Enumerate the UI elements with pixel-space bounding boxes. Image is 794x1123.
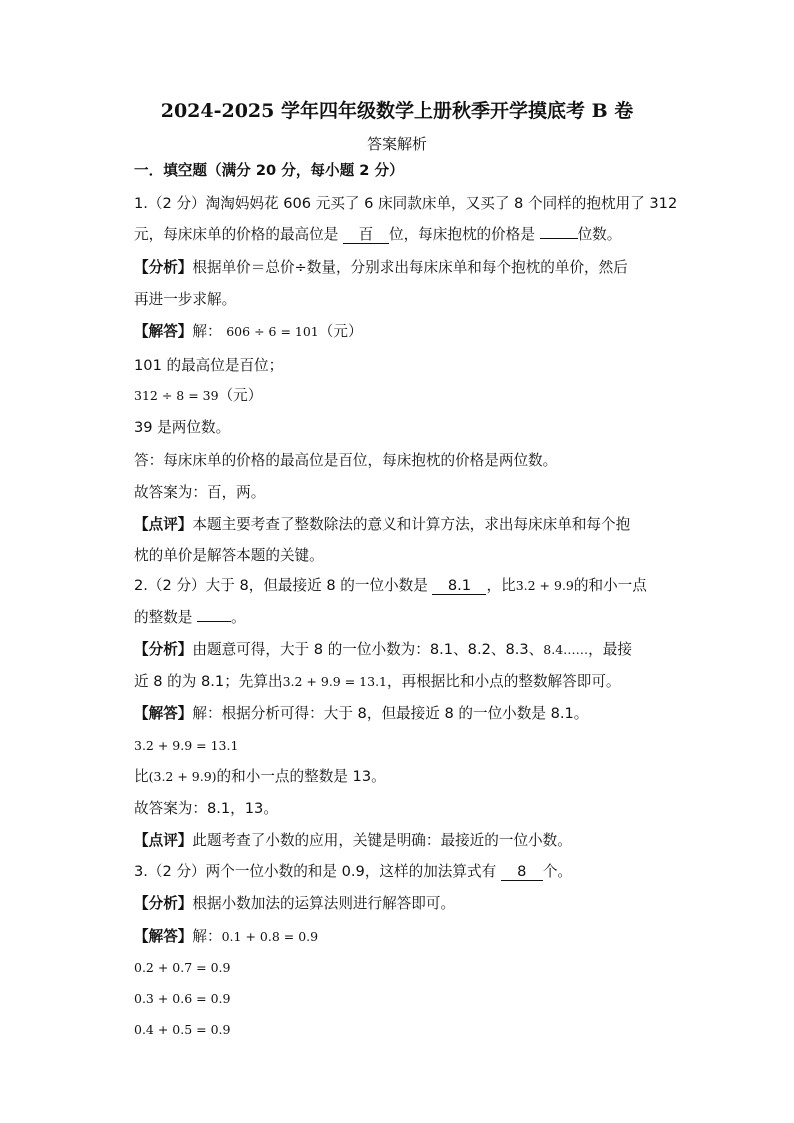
- q2-answer-line4: 故答案为：8.1，13。: [134, 800, 278, 817]
- q3-answer-line2: [134, 958, 230, 978]
- analysis-tag: 【分析】: [134, 259, 193, 276]
- q1-analysis-line1: [134, 258, 628, 278]
- q1-answer-line4: 39 是两位数。: [134, 419, 231, 436]
- analysis-tag: 【分析】: [134, 641, 193, 658]
- q1-answer-line5: 答：每床床单的价格的最高位是百位，每床抱枕的价格是两位数。: [134, 452, 558, 469]
- q3-answer-line1: [134, 927, 318, 947]
- q1-text-line1: 1.（2 分）淘淘妈妈花 606 元买了 6 床同款床单，又买了 8 个同样的抱枕用了 312: [134, 195, 678, 212]
- q3-answer-line3: [134, 989, 230, 1009]
- q2-text-part: 2.（2 分）大于 8，但最接近 8 的一位小数是: [134, 577, 428, 594]
- q2-analysis-line1: [134, 640, 632, 660]
- document-subtitle: 答案解析: [366, 135, 427, 153]
- q3-text-part: 3.（2 分）两个一位小数的和是 0.9，这样的加法算式有: [134, 863, 497, 880]
- q3-answer-blank-1: 8: [501, 863, 543, 881]
- formula: 312 ÷ 8 = 39: [134, 388, 219, 403]
- formula: 0.3 + 0.6 = 0.9: [134, 991, 231, 1006]
- answer-tag: 【解答】: [134, 928, 193, 945]
- q1-comment-line1: [134, 515, 630, 535]
- q2-answer-line3: [134, 767, 386, 787]
- q1-answer-blank-1: 百: [343, 226, 389, 244]
- answer-tag: 【解答】: [134, 323, 193, 340]
- formula: 8.4……: [543, 642, 589, 657]
- document-title: 2024-2025 学年四年级数学上册秋季开学摸底考 B 卷: [160, 100, 634, 122]
- section-heading: 一．填空题（满分 20 分，每小题 2 分）: [134, 162, 404, 179]
- q1-answer-blank-2: [540, 238, 578, 239]
- q3-analysis-line1: [134, 894, 455, 914]
- formula: 3.2 + 9.9 = 13.1: [282, 674, 388, 689]
- comment-tag: 【点评】: [134, 832, 193, 849]
- formula: 0.1 + 0.8 = 0.9: [221, 929, 319, 944]
- formula: 606 ÷ 6 = 101: [226, 324, 319, 339]
- analysis-tag: 【分析】: [134, 895, 193, 912]
- q1-text-part: 元，每床床单的价格的最高位是: [134, 226, 339, 243]
- unit: （元）: [218, 387, 263, 404]
- q2-answer-blank-1: 8.1: [432, 577, 486, 595]
- q2-text-part: 。: [231, 609, 246, 626]
- analysis-text: 根据单价＝总价÷数量，分别求出每床床单和每个抱枕的单价，然后: [192, 259, 628, 276]
- answer-text: 解：根据分析可得：大于 8，但最接近 8 的一位小数是 8.1。: [192, 705, 589, 722]
- q2-analysis-line2: [134, 672, 621, 692]
- comment-text: 此题考查了小数的应用，关键是明确：最接近的一位小数。: [192, 832, 572, 849]
- q1-text-part: 位，每床抱枕的价格是: [388, 226, 535, 243]
- q3-text-part: 个。: [542, 863, 573, 880]
- answer-text: 比: [134, 768, 149, 785]
- q1-analysis-line2: 再进一步求解。: [134, 291, 237, 308]
- q2-answer-line1: [134, 704, 588, 724]
- q2-answer-blank-2: [197, 621, 231, 622]
- answer-text: 解：: [192, 323, 222, 340]
- q1-comment-line2: 枕的单价是解答本题的关键。: [134, 547, 324, 564]
- formula: 0.2 + 0.7 = 0.9: [134, 960, 231, 975]
- analysis-text: ，再根据比和小点的整数解答即可。: [387, 673, 621, 690]
- q1-text-line2: [134, 225, 621, 245]
- analysis-text: 近 8 的为 8.1；先算出: [134, 673, 283, 690]
- q2-comment-line1: [134, 831, 572, 851]
- analysis-text: 根据小数加法的运算法则进行解答即可。: [192, 895, 456, 912]
- q2-text-line2: [134, 608, 246, 628]
- q2-answer-line2: [134, 736, 238, 756]
- q3-text-line1: [134, 862, 572, 882]
- unit: （元）: [318, 323, 363, 340]
- q2-text-part: 的整数是: [134, 609, 193, 626]
- analysis-text: ，最接: [588, 641, 632, 658]
- q1-answer-line3: [134, 386, 262, 406]
- q2-text-line1: [134, 576, 647, 596]
- q1-answer-line2: 101 的最高位是百位；: [134, 357, 284, 374]
- q1-answer-line6: 故答案为：百，两。: [134, 484, 266, 501]
- formula: 3.2 + 9.9 = 13.1: [134, 738, 239, 753]
- formula: 3.2 + 9.9: [515, 578, 574, 593]
- answer-text: 的和小一点的整数是 13。: [216, 768, 386, 785]
- formula: (3.2 + 9.9): [148, 769, 217, 784]
- answer-text: 解：: [192, 928, 222, 945]
- q1-text-part: 位数。: [577, 226, 622, 243]
- comment-tag: 【点评】: [134, 516, 193, 533]
- formula: 0.4 + 0.5 = 0.9: [134, 1022, 231, 1037]
- analysis-text: 由题意可得，大于 8 的一位小数为：8.1、8.2、8.3、: [192, 641, 544, 658]
- q2-text-part: ，比: [486, 577, 516, 594]
- q1-answer-line1: [134, 322, 363, 342]
- comment-text: 本题主要考查了整数除法的意义和计算方法，求出每床床单和每个抱: [192, 516, 631, 533]
- answer-tag: 【解答】: [134, 705, 193, 722]
- q2-text-part: 的和小一点: [573, 577, 647, 594]
- q3-answer-line4: [134, 1020, 230, 1040]
